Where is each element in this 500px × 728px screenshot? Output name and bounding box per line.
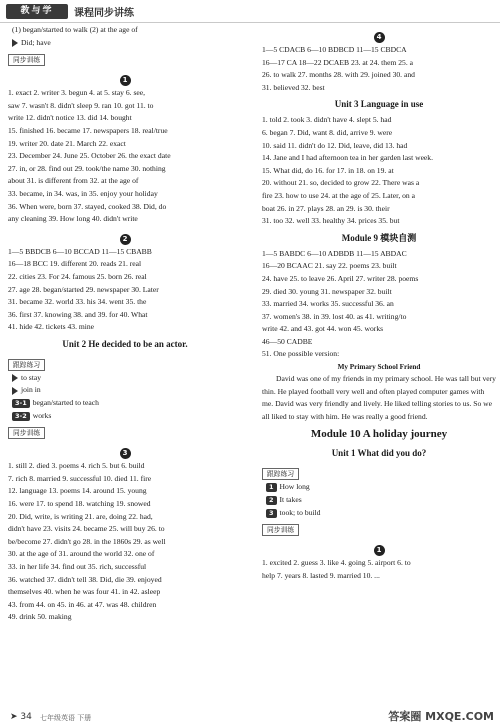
answer-line: 31. became 32. world 33. his 34. went 35. the — [8, 297, 147, 307]
answer-line: 19. writer 20. date 21. March 22. exact — [8, 138, 126, 148]
answer-line: didn't have 23. visits 24. became 25. will buy 26. to — [8, 524, 165, 534]
answer-line: 7. rich 8. married 9. successful 10. died 11. fire — [8, 473, 152, 483]
page-footer — [0, 708, 500, 728]
answer-line: 1. told 2. took 3. didn't have 4. slept 5. had — [262, 115, 392, 125]
answer-line: saw 7. wasn't 8. didn't sleep 9. ran 10. got 11. to — [8, 100, 154, 110]
point-tag: 3 — [266, 509, 277, 518]
answer-line: 26. to walk 27. months 28. with 29. joined 30. and — [262, 70, 415, 80]
section-label: 跟踪练习 — [262, 468, 299, 480]
point-tag: 1 — [266, 483, 277, 492]
answer-line: (1) began/started to walk (2) at the age of — [12, 25, 138, 34]
answer-line: 43. from 44. on 45. in 46. at 47. was 48. children — [8, 599, 157, 609]
answer-line: about 31. is different from 32. at the age of — [8, 176, 139, 186]
answer-line: 37. women's 38. in 39. lost 40. as 41. writing/to — [262, 311, 407, 321]
answer-line: 30. at the age of 31. around the world 32. one of — [8, 549, 155, 559]
answer-line: 24. have 25. to leave 26. April 27. writer 28. poems — [262, 273, 419, 283]
answer-line: Did; have — [8, 37, 242, 50]
arrow-marker-icon — [12, 374, 18, 382]
answer-line: be/become 27. didn't go 28. in the 1860s 29. as well — [8, 536, 166, 546]
exercise-number: 1 — [8, 69, 242, 87]
left-column — [8, 24, 242, 624]
answer-line: 12. language 13. poems 14. around 15. young — [8, 486, 147, 496]
point-tag: 3-2 — [12, 412, 30, 421]
answer-line: 29. died 30. young 31. newspaper 32. built — [262, 286, 392, 296]
answer-line: 14. Jane and I had afternoon tea in her garden last week. — [262, 153, 434, 163]
answer-line: 16. were 17. to spend 18. watching 19. snowed — [8, 499, 151, 509]
answer-line: 1 How long — [262, 481, 496, 494]
exercise-number: 4 — [262, 26, 496, 44]
watermark: 答案圈 MXQE.COM — [388, 710, 494, 723]
section-label: 同步训练 — [8, 427, 45, 439]
unit-title: Unit 1 What did you do? — [331, 448, 427, 459]
answer-line: themselves 40. when he was four 41. in 42. asleep — [8, 587, 161, 597]
answer-line: 31. too 32. well 33. healthy 34. prices 35. but — [262, 216, 400, 226]
answer-line: 51. One possible version: — [262, 349, 340, 359]
exercise-number: 1 — [262, 539, 496, 557]
answer-line: 33. in her life 34. find out 35. rich, successful — [8, 562, 147, 571]
answer-line: write 12. didn't notice 13. did 14. bought — [8, 113, 132, 123]
answer-line: 46—50 CADBE — [262, 336, 313, 346]
answer-line: 33. became, in 34. was, in 35. enjoy your holiday — [8, 188, 158, 198]
unit-title: Unit 3 Language in use — [334, 99, 424, 110]
answer-line: fire 23. how to use 24. at the age of 25. Later, on a — [262, 190, 415, 200]
answer-line: 3 took; to build — [262, 507, 496, 520]
answer-line: 16—20 BCAAC 21. say 22. poems 23. built — [262, 261, 397, 271]
answer-line: 27. age 28. began/started 29. newspaper 30. Later — [8, 284, 159, 294]
answer-line: 1. excited 2. guess 3. like 4. going 5. airport 6. to — [262, 558, 411, 568]
answer-line: 41. hide 42. tickets 43. mine — [8, 322, 95, 332]
module-title: Module 9 模块自测 — [341, 232, 417, 243]
answer-line: join in — [8, 384, 242, 397]
arrow-marker-icon — [12, 387, 18, 395]
answer-line: help 7. years 8. lasted 9. married 10. ... — [262, 570, 380, 580]
page-header — [0, 0, 500, 23]
answer-line: 3-2 works — [8, 410, 242, 423]
answer-line: 20. without 21. so, decided to grow 22. There was a — [262, 178, 420, 188]
answer-line: any cleaning 39. How long 40. didn't write — [8, 214, 138, 224]
answer-line: 2 It takes — [262, 494, 496, 507]
answer-line: 1—5 BABDC 6—10 ADBDB 11—15 ABDAC — [262, 248, 407, 258]
brand-logo: 教与学 — [6, 4, 68, 19]
answer-line: 33. married 34. works 35. successful 36. an — [262, 299, 394, 309]
right-column — [262, 24, 496, 582]
essay-body: David was one of my friends in my primary school. He was tall but very thin. He played football very well and often played computer games with me. David was very friendly and lively. He liked telling stories to us. So we all liked to stay with him. He was really a good friend. — [262, 374, 496, 421]
point-tag: 2 — [266, 496, 277, 505]
answer-line: 16—17 CA 18—22 DCAEB 23. at 24. them 25. a — [262, 57, 414, 67]
answer-line: 6. began 7. Did, want 8. did, arrive 9. were — [262, 127, 393, 137]
page-number: ➤ 34 — [10, 712, 32, 722]
answer-line: 23. December 24. June 25. October 26. the exact date — [8, 151, 171, 161]
answer-line: write 42. and 43. got 44. won 45. works — [262, 324, 384, 334]
section-label: 同步训练 — [8, 54, 45, 66]
answer-line: 36. first 37. knowing 38. and 39. for 40. What — [8, 309, 148, 319]
answer-line: 22. cities 23. For 24. famous 25. born 26. real — [8, 271, 147, 281]
answer-line: 3-1 began/started to teach — [8, 397, 242, 410]
exercise-number: 2 — [8, 228, 242, 246]
answer-line: 1—5 CDACB 6—10 BDBCD 11—15 CBDCA — [262, 45, 407, 54]
point-tag: 3-1 — [12, 399, 30, 408]
header-title: 课程同步讲练 — [74, 8, 134, 19]
exercise-number: 3 — [8, 442, 242, 460]
answer-line: 1—5 BBDCB 6—10 BCCAD 11—15 CBABB — [8, 246, 152, 256]
answer-line: 31. believed 32. best — [262, 82, 325, 92]
section-label: 同步训练 — [262, 524, 299, 536]
answer-line: 1. still 2. died 3. poems 4. rich 5. but 6. build — [8, 461, 145, 471]
module-title: Module 10 A holiday journey — [310, 428, 448, 441]
essay-title: My Primary School Friend — [337, 363, 421, 372]
answer-line: 10. said 11. didn't do 12. Did, leave, did 13. had — [262, 140, 408, 150]
section-label: 跟踪练习 — [8, 359, 45, 371]
answer-line: 15. What did, do 16. for 17. in 18. on 19. at — [262, 165, 394, 175]
answer-line: 16—18 BCC 19. different 20. reads 21. real — [8, 259, 142, 269]
answer-line: 20. Did, write, is writing 21. are, doing 22. had, — [8, 511, 153, 521]
answer-line: 27. in, or 28. find out 29. took/the name 30. nothing — [8, 163, 166, 173]
answer-line: 36. When were, born 37. stayed, cooked 38. Did, do — [8, 201, 167, 211]
answer-line: to stay — [8, 372, 242, 385]
footer-text: 七年级英语 下册 — [40, 714, 92, 722]
answer-line: 1. exact 2. writer 3. begun 4. at 5. stay 6. see, — [8, 88, 146, 98]
answer-line: boat 26. in 27. plays 28. an 29. is 30. their — [262, 203, 390, 213]
unit-title: Unit 2 He decided to be an actor. — [62, 338, 188, 349]
answer-line: 49. drink 50. making — [8, 612, 72, 622]
answer-line: 36. watched 37. didn't tell 38. Did, die 39. enjoyed — [8, 574, 162, 584]
answer-line: 15. finished 16. became 17. newspapers 18. real/true — [8, 125, 168, 135]
arrow-marker-icon — [12, 39, 18, 47]
